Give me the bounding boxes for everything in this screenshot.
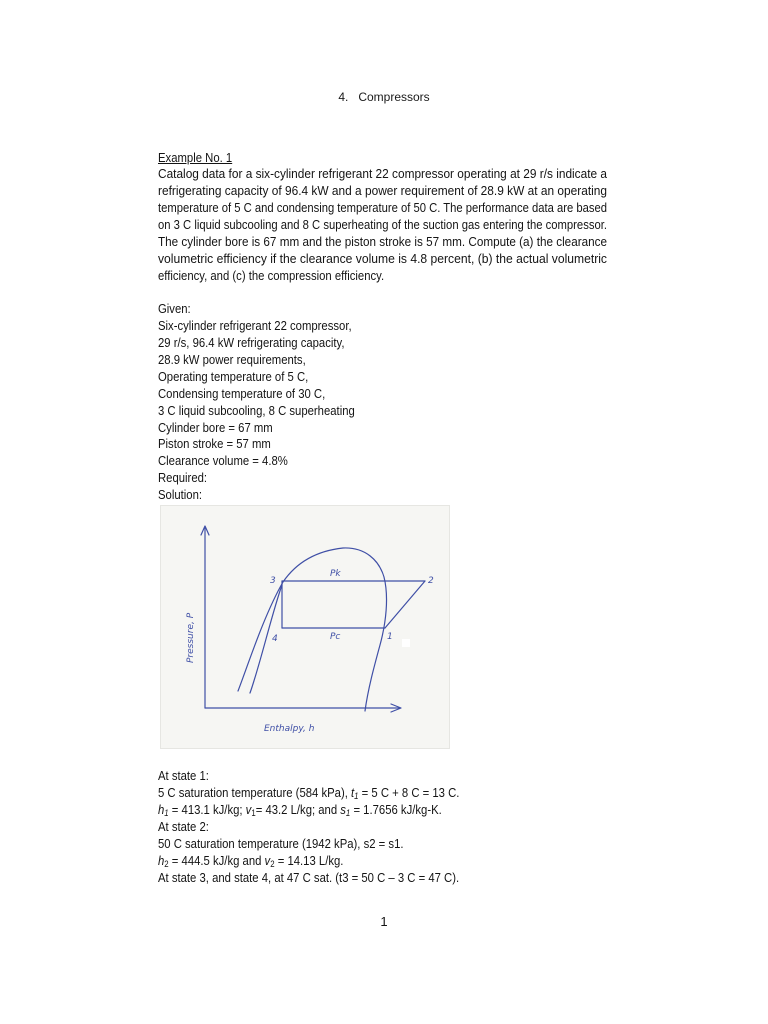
high-pressure-label: Pk xyxy=(330,569,341,579)
problem-line: volumetric efficiency if the clearance volume is 4.8 percent, (b) the actual volumetric xyxy=(158,251,607,266)
problem-line: refrigerating capacity of 96.4 kW and a power requirement of 28.9 kW at an operating xyxy=(158,183,607,198)
cycle-compression-line xyxy=(385,581,425,628)
given-item: Condensing temperature of 30 C, xyxy=(158,386,326,401)
given-item: Cylinder bore = 67 mm xyxy=(158,420,273,435)
ph-diagram-sketch xyxy=(160,505,450,749)
problem-line: temperature of 5 C and condensing temperature of 50 C. The performance data are based xyxy=(158,200,607,215)
given-item: 29 r/s, 96.4 kW refrigerating capacity, xyxy=(158,335,345,350)
given-item: Clearance volume = 4.8% xyxy=(158,453,288,468)
x-axis-label: Enthalpy, h xyxy=(264,724,315,734)
point-2-label: 2 xyxy=(428,576,434,586)
text-run: v xyxy=(264,853,271,868)
point-1-label: 1 xyxy=(387,632,393,642)
text-run: 2 xyxy=(270,859,275,869)
text-run: s xyxy=(340,802,346,817)
saturation-dome xyxy=(238,548,387,711)
given-item: Operating temperature of 5 C, xyxy=(158,369,309,384)
text-run: 1 xyxy=(164,808,169,818)
text-run: h xyxy=(158,853,165,868)
solution-line xyxy=(158,835,404,852)
solution-line xyxy=(158,801,442,818)
problem-line: efficiency, and (c) the compression efficiency. xyxy=(158,268,385,283)
text-run: t xyxy=(351,785,355,800)
given-item: 3 C liquid subcooling, 8 C superheating xyxy=(158,403,355,418)
problem-line: Catalog data for a six-cylinder refrigerant 22 compressor operating at 29 r/s indicate a xyxy=(158,166,607,181)
given-item: 28.9 kW power requirements, xyxy=(158,352,306,367)
text-run: = 1.7656 kJ/kg-K. xyxy=(350,802,442,817)
given-heading: Given: xyxy=(158,301,191,316)
solution-label: Solution: xyxy=(158,487,203,502)
y-axis-label: Pressure, P xyxy=(186,612,196,663)
problem-line: on 3 C liquid subcooling and 8 C superheating of the suction gas entering the compressor. xyxy=(158,217,607,232)
solution-line xyxy=(158,869,459,886)
text-run: 1 xyxy=(354,791,359,801)
ph-diagram-svg xyxy=(160,505,450,749)
text-run: 1 xyxy=(345,808,351,818)
text-run: = 413.1 kJ/kg; xyxy=(168,802,246,817)
point-3-label: 3 xyxy=(270,576,276,586)
text-run: 5 C saturation temperature (584 kPa), xyxy=(158,785,352,800)
text-run: At state 1: xyxy=(158,768,209,783)
text-run: h xyxy=(158,802,165,817)
page-header: 4. Compressors xyxy=(338,90,430,104)
text-run: = 5 C + 8 C = 13 C. xyxy=(358,785,460,800)
problem-line: The cylinder bore is 67 mm and the piston stroke is 57 mm. Compute (a) the clearance xyxy=(158,234,607,249)
text-run: 50 C saturation temperature (1942 kPa), s2 = s1. xyxy=(158,836,404,851)
solution-line xyxy=(158,784,459,801)
text-run: 1 xyxy=(251,808,256,818)
text-run: At state 2: xyxy=(158,819,209,834)
solution-line xyxy=(158,852,343,869)
example-title: Example No. 1 xyxy=(158,150,233,165)
solution-line xyxy=(158,767,209,784)
point-4-label: 4 xyxy=(272,634,278,644)
text-run: = 444.5 kJ/kg and xyxy=(168,853,265,868)
text-run: v xyxy=(245,802,252,817)
text-run: = 43.2 L/kg; and xyxy=(255,802,341,817)
low-pressure-label: Pc xyxy=(330,632,341,642)
text-run: = 14.13 L/kg. xyxy=(274,853,344,868)
solution-line xyxy=(158,818,209,835)
scan-spot xyxy=(402,639,410,647)
given-item: Piston stroke = 57 mm xyxy=(158,436,271,451)
text-run: 2 xyxy=(164,859,169,869)
required-label: Required: xyxy=(158,470,208,485)
given-item: Six-cylinder refrigerant 22 compressor, xyxy=(158,318,352,333)
text-run: At state 3, and state 4, at 47 C sat. (t3 = 50 C – 3 C = 47 C). xyxy=(158,870,460,885)
page-number: 1 xyxy=(380,914,388,929)
